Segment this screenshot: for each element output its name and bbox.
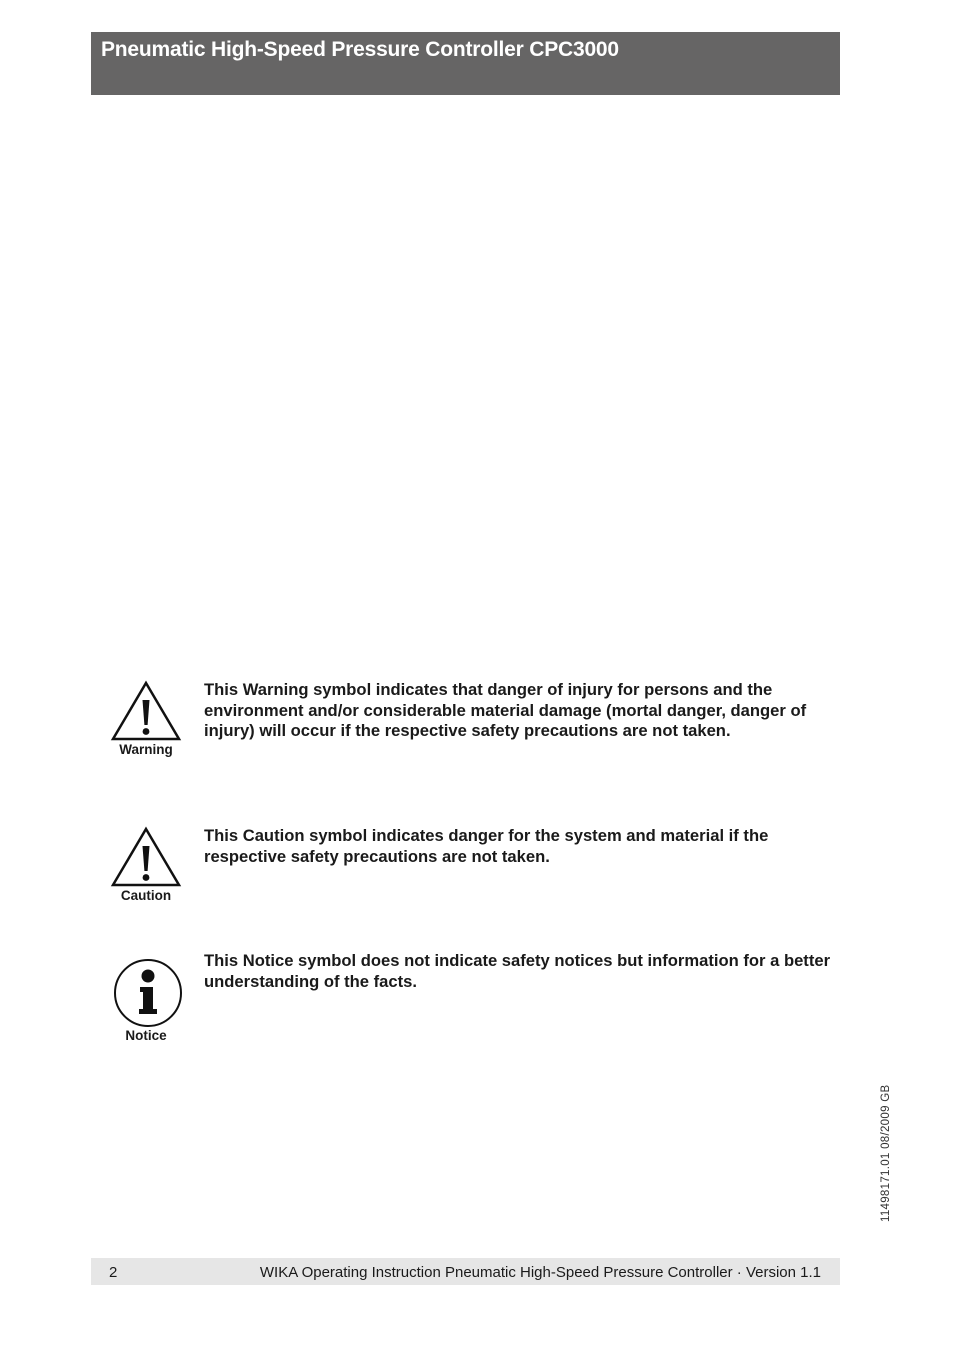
header-bar <box>91 32 840 95</box>
caution-label: Caution <box>120 888 172 903</box>
caution-symbol <box>108 826 184 903</box>
notice-text: This Notice symbol does not indicate safety notices but information for a better understanding of the facts. <box>204 951 831 991</box>
notice-symbol <box>108 956 184 1043</box>
caution-triangle-icon <box>110 826 182 888</box>
notice-label: Notice <box>125 1028 167 1043</box>
caution-text: This Caution symbol indicates danger for the system and material if the respective safety precautions are not taken. <box>204 826 769 866</box>
warning-text: This Warning symbol indicates that danger of injury for persons and the environment and/or considerable material damage (mortal danger, danger of injury) will occur if the respective safety precautions are not taken. <box>204 680 807 740</box>
warning-triangle-icon <box>110 680 182 742</box>
document-code: 11498171.01 08/2009 GB <box>880 1084 892 1222</box>
page-number: 2 <box>109 1264 118 1281</box>
warning-label: Warning <box>119 742 173 757</box>
warning-symbol <box>108 680 184 757</box>
footer-text: WIKA Operating Instruction Pneumatic High-Speed Pressure Controller · Version 1.1 <box>259 1264 821 1281</box>
footer-bar <box>91 1258 840 1285</box>
page-title: Pneumatic High-Speed Pressure Controller CPC3000 <box>101 38 619 61</box>
info-icon <box>110 956 182 1028</box>
